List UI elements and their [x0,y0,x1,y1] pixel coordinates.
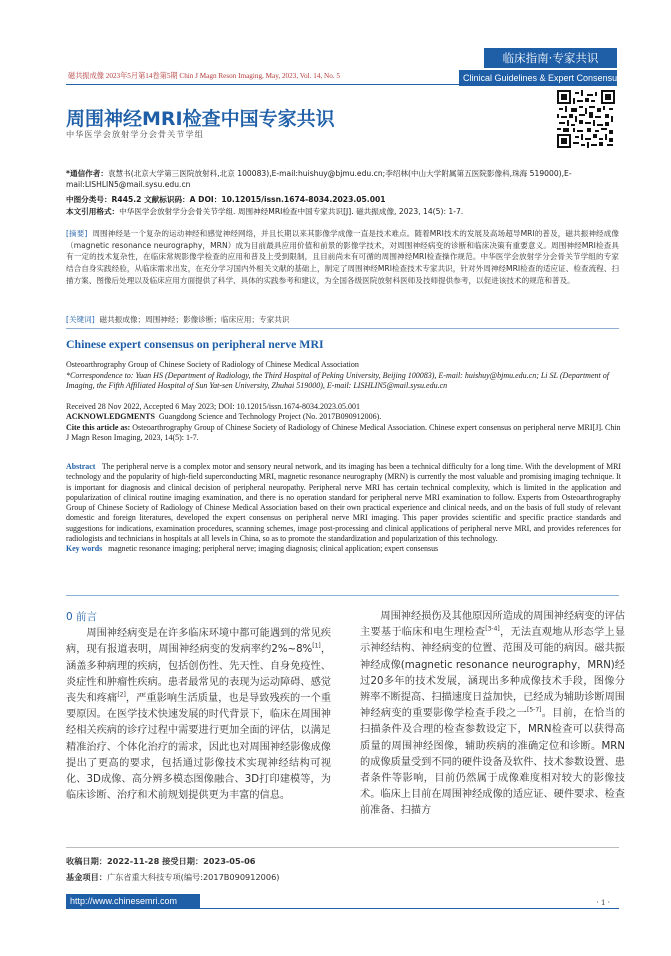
correspondence-text-cn: 袁慧书(北京大学第三医院放射科,北京 100083),E-mail:huishuy@bjmu.edu.cn;李绍林(中山大学附属第五医院影像科,珠海 519000),E-mail:LISHLIN5@mail.sysu.edu.cn [66,169,572,189]
article-title-en: Chinese expert consensus on peripheral nerve MRI [66,337,324,351]
correspondence-en [66,371,621,391]
body-column-left [66,609,331,804]
abstract-cn [66,228,619,287]
ack-label: ACKNOWLEDGMENTS [66,412,155,421]
abstract-label-en: Abstract [66,462,96,471]
correspondence-cn [66,168,621,190]
paragraph-text: ，涵盖多种病理的疾病，包括创伤性、先天性、自身免疫性、炎症性和肿瘤性疾病。患者最常见的表现为运动障碍、感觉丧失和疼痛 [66,644,332,705]
paragraph-text: ，无法直观地从形态学上显示神经结构、神经病变的位置、范围及可能的病因。磁共振神经成像(magnetic resonance neurography，MRN)经过20多年的技术发展，涵现出多种成像技术手段，图像分辨率不断提高、扫描速度日益加快，已经成为辅助诊断周围神经病变的重要影像学检查手段之一 [360,627,626,720]
abstract-label-cn: [摘要] [66,229,88,238]
article-title-cn: 周围神经MRI检查中国专家共识 [66,108,335,130]
fund-text: 广东省重大科技专项(编号:2017B090912006) [106,872,280,882]
author-group-en: Osteoarthrography Group of Chinese Society of Radiology of Chinese Medical Association [66,360,359,369]
header-rule [66,84,617,85]
journal-running-header: 磁共振成像 2023年5月第14卷第5期 Chin J Magn Reson Imaging, May, 2023, Vol. 14, No. 5 [68,72,340,80]
citation-ref[interactable]: [3-4] [485,625,500,633]
author-group-cn: 中华医学会放射学分会骨关节学组 [66,129,204,139]
citation-en [66,423,621,443]
correspondence-text-en: *Correspondence to: Yuan HS (Department of Radiology, the Third Hospital of Peking University, Beijing 100083), E-mail: huishuy@bjmu.edu.cn; Li SL (Department of Imaging, the Fifth Affiliated Hospital of Sun Yat-sen University, Zhuhai 519000), E-mail: LISHLIN5@mail.sysu.edu.cn [66,371,609,391]
page-number: · 1 · [596,897,611,907]
fund-label: 基金项目： [66,872,107,882]
keywords-text-cn: 磁共振成像；周围神经；影像诊断；临床应用；专家共识 [99,315,290,324]
body-column-right [360,609,625,820]
keywords-label-en: Key words [66,544,103,553]
classification-line: 中图分类号：R445.2 文献标识码：A DOI：10.12015/issn.1674-8034.2023.05.001 [66,195,386,204]
abstract-text-cn: 周围神经是一个复杂的运动神经和感觉神经网络，并且长期以来其影像学成像一直是技术难点。随着MRI技术的发展及高场超导MRI的普及，磁共振神经成像（magnetic resonance neurography，MRN）成为目前最具应用价值和前景的影像学技术，对周围神经病变的诊断和临床决策有重要意义。周围神经MRI检查具有一定的技术复杂性，在临床常规影像学检查的应用和普及上受到限制，且目前尚未有可循的周围神经MRI检查操作规范。中华医学会放射学分会骨关节学组的专家结合自身实践经验，从临床需求出发，在充分学习国内外相关文献的基础上，制定了周围神经MRI检查技术专家共识，针对外周神经MRI检查的适应证、检查流程、扫描方案、图像后处理以及临床应用方面提供了科学、具体的实践参考和建议，为全国各级医院放射科医师及技师提供参考，以促进该技术的规范和普及。 [66,229,619,285]
keywords-cn [66,314,289,325]
received-line-cn: 收稿日期：2022-11-28 接受日期：2023-05-06 [66,856,256,866]
abstract-en [66,462,621,554]
category-tag-en: Clinical Guidelines & Expert Consensu [459,70,617,86]
fund-line [66,872,280,883]
received-line-en: Received 28 Nov 2022, Accepted 6 May 2023; DOI: 10.12015/issn.1674-8034.2023.05.001 [66,402,360,411]
qr-code-icon [557,90,615,148]
acknowledgments [66,412,621,422]
correspondence-label-cn: *通信作者： [66,169,108,178]
journal-url-link[interactable]: http://www.chinesemri.com [66,894,200,909]
paragraph [66,626,331,804]
abstract-text-en: The peripheral nerve is a complex motor and sensory neural network, and its imaging has been a technical difficulty for a long time. With the development of MRI technology and the popularity of high-field superconducting MRI, magnetic resonance neurography (MRN) is currently the most valuable and promising imaging technique. It is important for diagnosis and clinical decision of peripheral neuropathy. Peripheral nerve MRI has certain technical complexity, which is limited in the application and popularization of clinical routine imaging examination, and there is no operation standard for peripheral nerve MRI examination to follow. Experts from Osteoarthrography Group of Chinese Society of Radiology of Chinese Medical Association based on their own practical experience and clinical needs, and on the basis of full study of relevant domestic and foreign literatures, developed the expert consensus on peripheral nerve MRI imaging. This paper provides scientific and specific practice standards and suggestions for indications, examination procedures, scanning schemes, image post-processing and clinical applications of peripheral nerve MRI, and provides references for radiologists and technicians in hospitals at all levels in China, so as to promote the standardization and popularization of this technology. [66,462,621,543]
cite-text: Osteoarthrography Group of Chinese Society of Radiology of Chinese Medical Association. Chinese expert consensus on peripheral nerve MRI[J]. Chin J Magn Reson Imaging, 2023, 14(5): 1-7. [66,423,621,443]
url-rule [200,908,619,909]
citation-text-cn: 中华医学会放射学分会骨关节学组. 周围神经MRI检查中国专家共识[J]. 磁共振成像, 2023, 14(5): 1-7. [119,207,464,216]
paragraph [360,609,625,820]
footer-rule [66,847,619,848]
citation-cn [66,206,621,217]
paragraph-text: ，严重影响生活质量，也是导致残疾的一个重要原因。在医学技术快速发展的时代背景下，临床在周围神经相关疾病的诊疗过程中需要进行更加全面的评估，以满足精准治疗、个体化治疗的需求，因此也对周围神经影像成像提出了更高的要求，包括通过影像技术实现神经结构可视化、3D成像、高分辨多模态图像融合、3D打印建模等，为临床诊断、治疗和术前规划提供更为丰富的信息。 [66,693,332,802]
citation-ref[interactable]: [1] [312,643,321,651]
ack-text: Guangdong Science and Technology Project (No. 2017B090912006). [158,412,382,421]
paragraph-text: 周围神经损伤及其他原因所造成的周围神经病变的评估主要基于临床和电生理检查 [360,611,625,639]
section-rule [66,328,619,329]
cite-label: Cite this article as: [66,423,131,432]
citation-ref[interactable]: [2] [117,691,126,699]
citation-label-cn: 本文引用格式： [66,207,120,216]
keywords-text-en: magnetic resonance imaging; peripheral nerve; imaging diagnosis; clinical application; expert consensus [108,544,439,553]
keywords-label-cn: [关键词] [66,315,95,324]
paragraph-text: 周围神经病变是在许多临床环境中都可能遇到的常见疾病，现有报道表明，周围神经病变的发病率约2%~8% [66,628,331,656]
section-heading: 0 前言 [66,611,98,623]
citation-ref[interactable]: [5-7] [527,706,542,714]
category-tag-cn: 临床指南·专家共识 [484,48,617,68]
paragraph-text: 。目前，在恰当的扫描条件及合理的检查参数设定下，MRN检查可以获得高质量的周围神经图像，辅助疾病的准确定位和诊断。MRN的成像质量受到不同的硬件设备及软件、技术参数设置、患者条件等影响，目前仍然属于成像难度相对较大的影像技术。临床上目前在周围神经成像的适应证、硬件要求、检查前准备、扫描方 [360,708,626,817]
body-rule [66,595,619,596]
